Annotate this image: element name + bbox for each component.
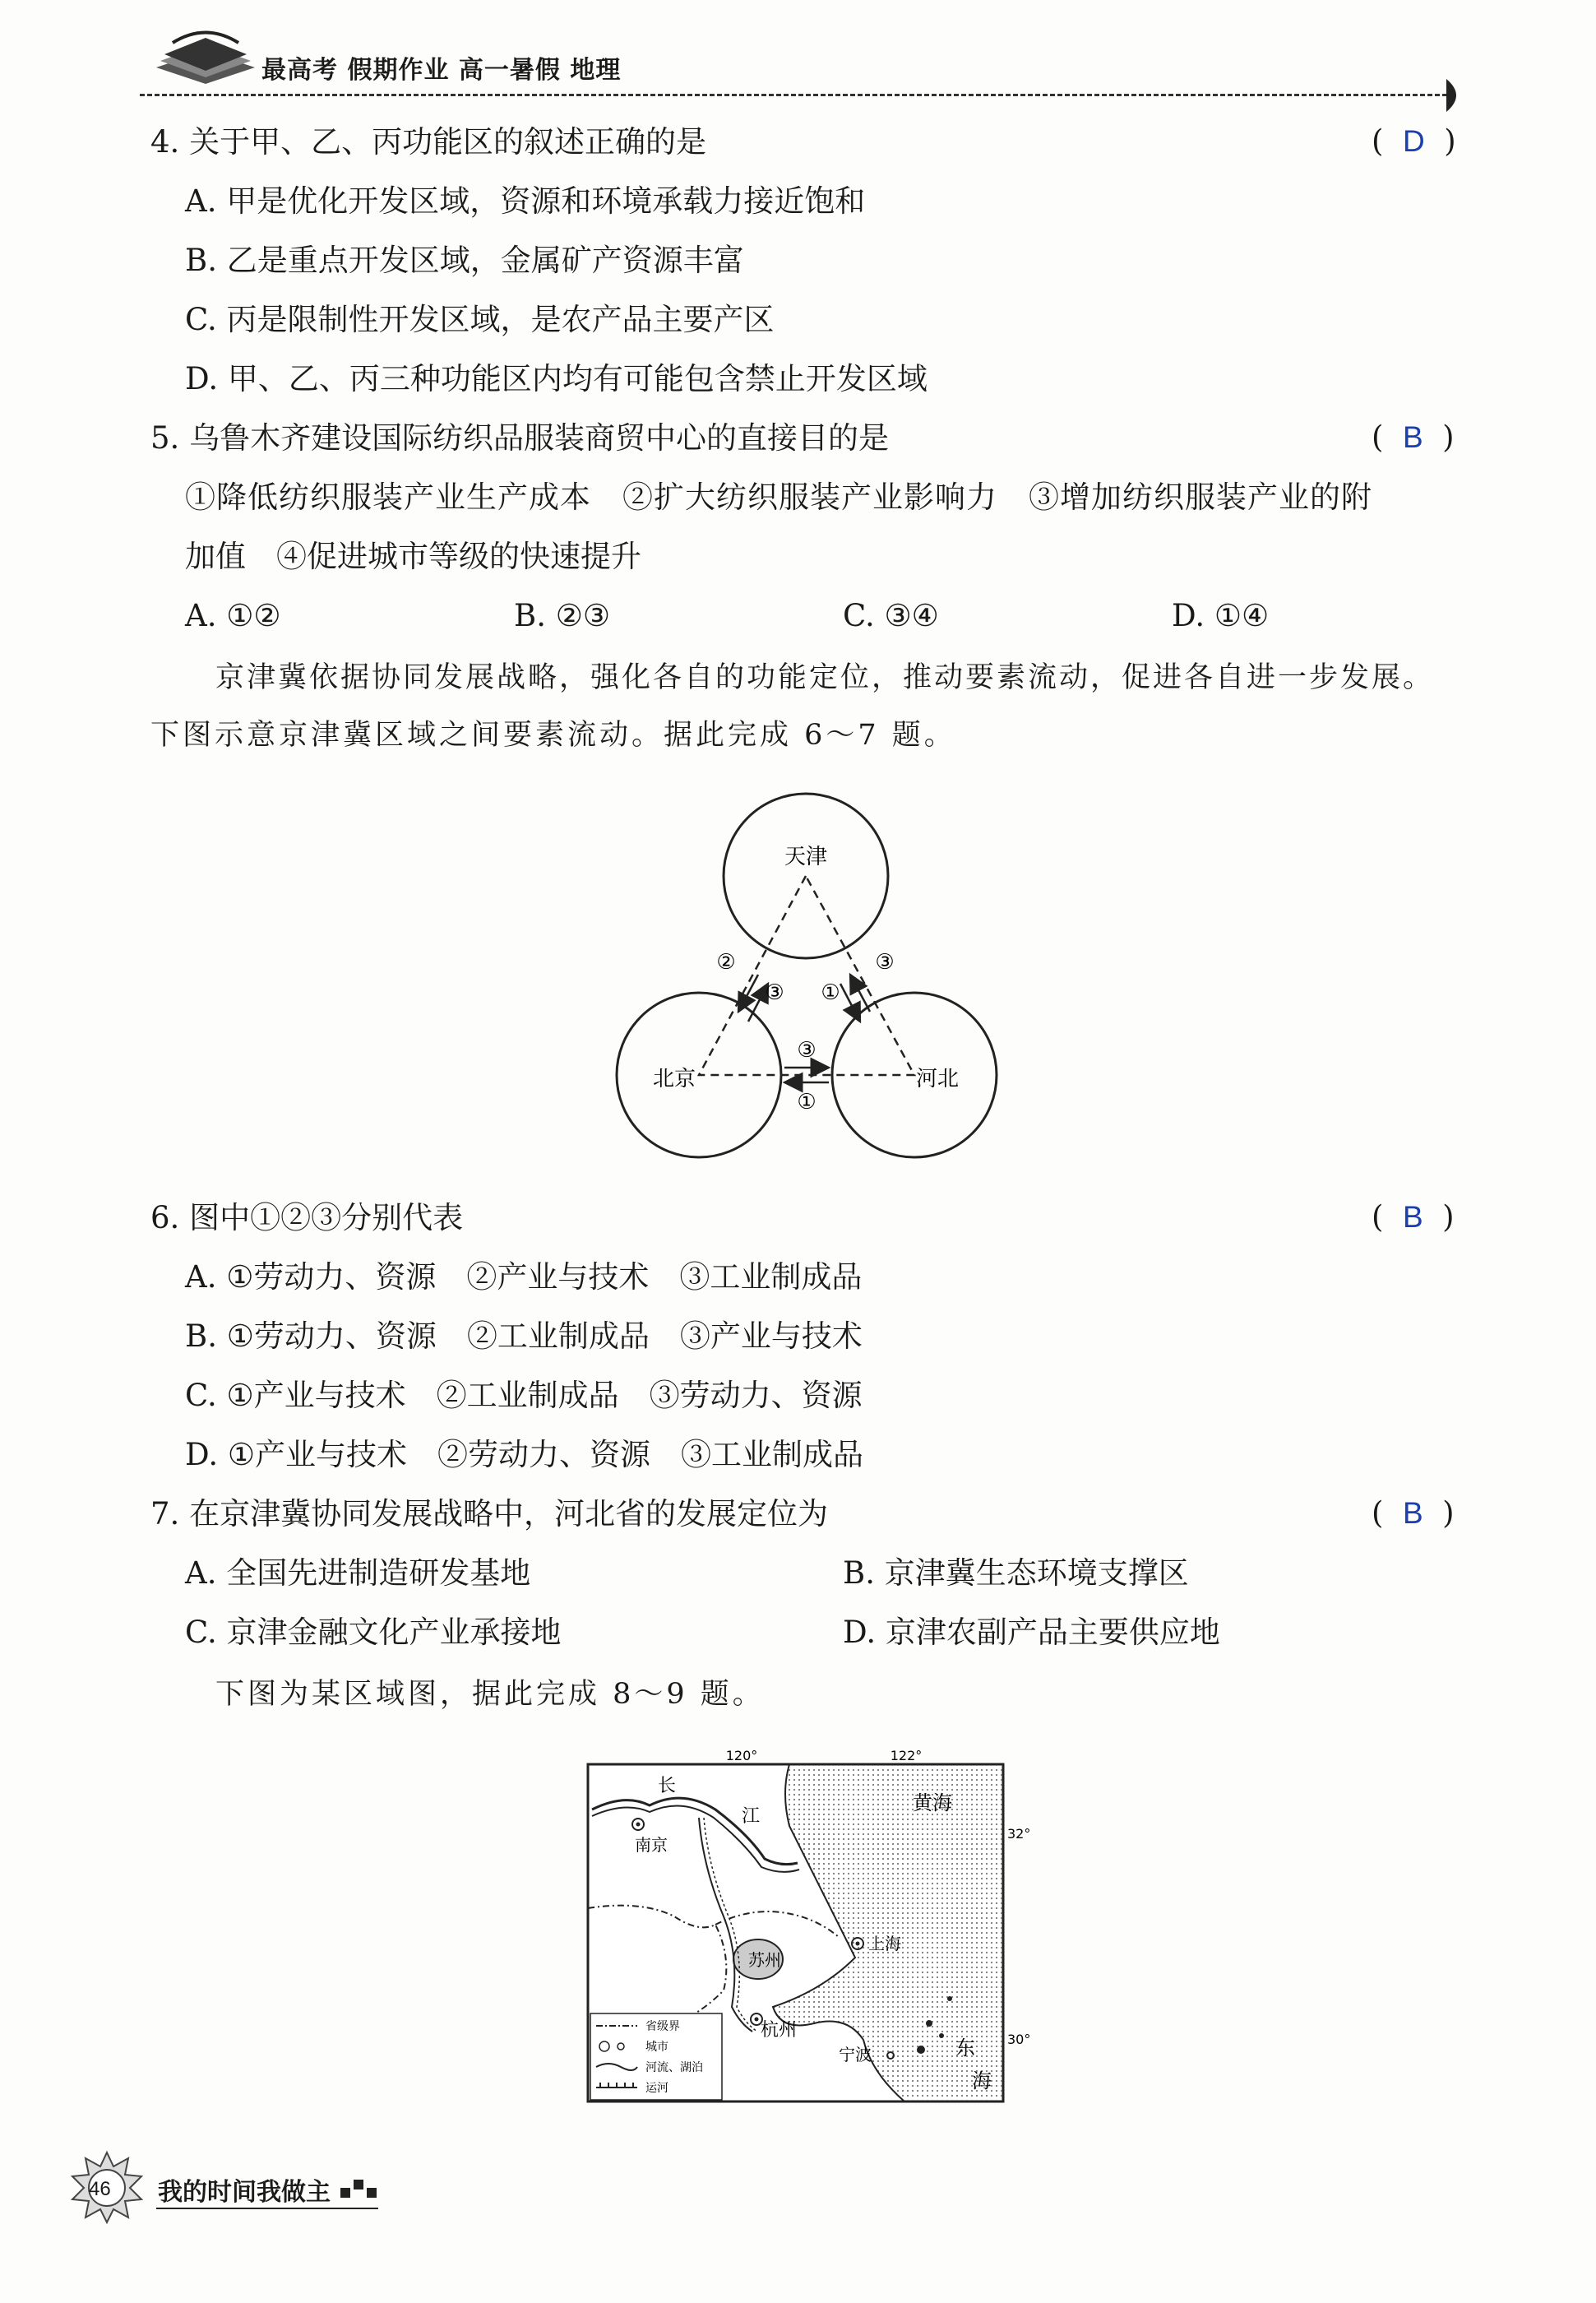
q7-answer-letter: B bbox=[1402, 1496, 1423, 1530]
shanghai-marker-dot bbox=[856, 1942, 860, 1946]
hangzhou-label: 杭州 bbox=[761, 2020, 798, 2041]
suzhou-label: 苏州 bbox=[748, 1950, 781, 1970]
intro-6-7-line1: 京津冀依据协同发展战略，强化各自的功能定位，推动要素流动，促进各自进一步发展。 bbox=[215, 661, 1435, 694]
marker-1-tj-hb: ① bbox=[821, 980, 840, 1005]
marker-3-tj-hb: ③ bbox=[875, 950, 895, 975]
q5-option-c: C. ③④ bbox=[843, 598, 939, 633]
lat-32-label: 32° bbox=[1007, 1826, 1031, 1842]
books-logo-icon bbox=[148, 18, 263, 92]
q6-answer: ( B ) bbox=[1372, 1199, 1455, 1235]
river-label-1: 长 bbox=[658, 1776, 677, 1796]
q4-answer-letter: D bbox=[1402, 124, 1425, 158]
q5-answer-letter: B bbox=[1402, 420, 1423, 454]
tianjin-label: 天津 bbox=[784, 845, 828, 869]
q4-option-c: C. 丙是限制性开发区域，是农产品主要产区 bbox=[185, 302, 775, 337]
q4-option-a: A. 甲是优化开发区域，资源和环境承载力接近饱和 bbox=[185, 183, 866, 219]
q6-option-c: C. ①产业与技术 ②工业制成品 ③劳动力、资源 bbox=[185, 1378, 863, 1413]
river-label-2: 江 bbox=[742, 1806, 761, 1827]
element-flow-diagram bbox=[608, 806, 1011, 1168]
q6-option-a: A. ①劳动力、资源 ②产业与技术 ③工业制成品 bbox=[185, 1259, 863, 1295]
yellow-sea-label: 黄海 bbox=[913, 1791, 952, 1814]
q6-option-b: B. ①劳动力、资源 ②工业制成品 ③产业与技术 bbox=[185, 1318, 863, 1354]
legend-city-label: 城市 bbox=[645, 2041, 668, 2054]
legend-river-label: 河流、湖泊 bbox=[645, 2061, 703, 2074]
intro-6-7-line2: 下图示意京津冀区域之间要素流动。据此完成 6～7 题。 bbox=[150, 719, 956, 752]
q4-option-d: D. 甲、乙、丙三种功能区内均有可能包含禁止开发区域 bbox=[185, 361, 928, 396]
q4-stem: 4. 关于甲、乙、丙功能区的叙述正确的是 bbox=[150, 124, 707, 160]
q6-option-d: D. ①产业与技术 ②劳动力、资源 ③工业制成品 bbox=[185, 1437, 864, 1472]
q5-option-d: D. ①④ bbox=[1172, 598, 1270, 633]
island-1 bbox=[926, 2020, 932, 2027]
q7-option-b: B. 京津冀生态环境支撑区 bbox=[843, 1555, 1189, 1591]
q7-option-c: C. 京津金融文化产业承接地 bbox=[185, 1615, 562, 1650]
marker-2-tj-bj: ② bbox=[716, 950, 736, 975]
legend-border-label: 省级界 bbox=[645, 2020, 680, 2033]
header-end-icon bbox=[1443, 77, 1468, 114]
footer-squares-icon bbox=[339, 2175, 380, 2203]
q6-answer-letter: B bbox=[1402, 1200, 1423, 1234]
lon-122-label: 122° bbox=[890, 1748, 923, 1763]
island-3 bbox=[917, 2046, 925, 2054]
q4-option-b: B. 乙是重点开发区域，金属矿产资源丰富 bbox=[185, 243, 744, 278]
island-2 bbox=[939, 2033, 944, 2038]
footer-motto: 我的时间我做主 bbox=[158, 2178, 331, 2207]
q4-answer: ( D ) bbox=[1372, 123, 1456, 159]
q7-option-d: D. 京津农副产品主要供应地 bbox=[843, 1615, 1220, 1650]
footer-underline bbox=[156, 2208, 378, 2209]
header-title: 最高考 假期作业 高一暑假 地理 bbox=[261, 56, 622, 85]
lon-120-label: 120° bbox=[725, 1748, 758, 1763]
marker-3-bj-hb: ③ bbox=[797, 1038, 817, 1063]
q5-choices-line1: ①降低纺织服装产业生产成本 ②扩大纺织服装产业影响力 ③增加纺织服装产业的附 bbox=[185, 480, 1372, 515]
shanghai-label: 上海 bbox=[868, 1934, 901, 1953]
q6-stem: 6. 图中①②③分别代表 bbox=[150, 1200, 464, 1235]
q7-answer: ( B ) bbox=[1372, 1495, 1455, 1531]
page-number: 46 bbox=[89, 2178, 111, 2200]
lat-30-label: 30° bbox=[1007, 2032, 1031, 2047]
q5-stem: 5. 乌鲁木齐建设国际纺织品服装商贸中心的直接目的是 bbox=[150, 420, 890, 456]
q5-answer: ( B ) bbox=[1372, 419, 1455, 455]
island-4 bbox=[947, 1996, 952, 2001]
marker-1-bj-hb: ① bbox=[797, 1090, 817, 1114]
east-sea-label-2: 海 bbox=[972, 2069, 992, 2092]
q7-stem: 7. 在京津冀协同发展战略中，河北省的发展定位为 bbox=[150, 1496, 829, 1531]
q5-choices-line2: 加值 ④促进城市等级的快速提升 bbox=[185, 539, 641, 574]
intro-8-9: 下图为某区域图，据此完成 8～9 题。 bbox=[215, 1678, 765, 1711]
hangzhou-marker-dot bbox=[755, 2018, 759, 2022]
marker-3-tj-bj: ③ bbox=[765, 980, 784, 1005]
q5-option-a: A. ①② bbox=[185, 598, 281, 633]
east-sea-label-1: 东 bbox=[955, 2037, 975, 2060]
q7-option-a: A. 全国先进制造研发基地 bbox=[185, 1555, 531, 1591]
q5-option-b: B. ②③ bbox=[514, 598, 611, 633]
beijing-label: 北京 bbox=[652, 1067, 696, 1091]
nanjing-marker-dot bbox=[636, 1823, 641, 1827]
legend-canal-label: 运河 bbox=[645, 2082, 668, 2095]
header-divider bbox=[140, 94, 1447, 96]
hebei-label: 河北 bbox=[915, 1067, 960, 1091]
ningbo-label: 宁波 bbox=[839, 2045, 872, 2064]
region-map bbox=[576, 1744, 1031, 2122]
nanjing-label: 南京 bbox=[635, 1835, 668, 1855]
